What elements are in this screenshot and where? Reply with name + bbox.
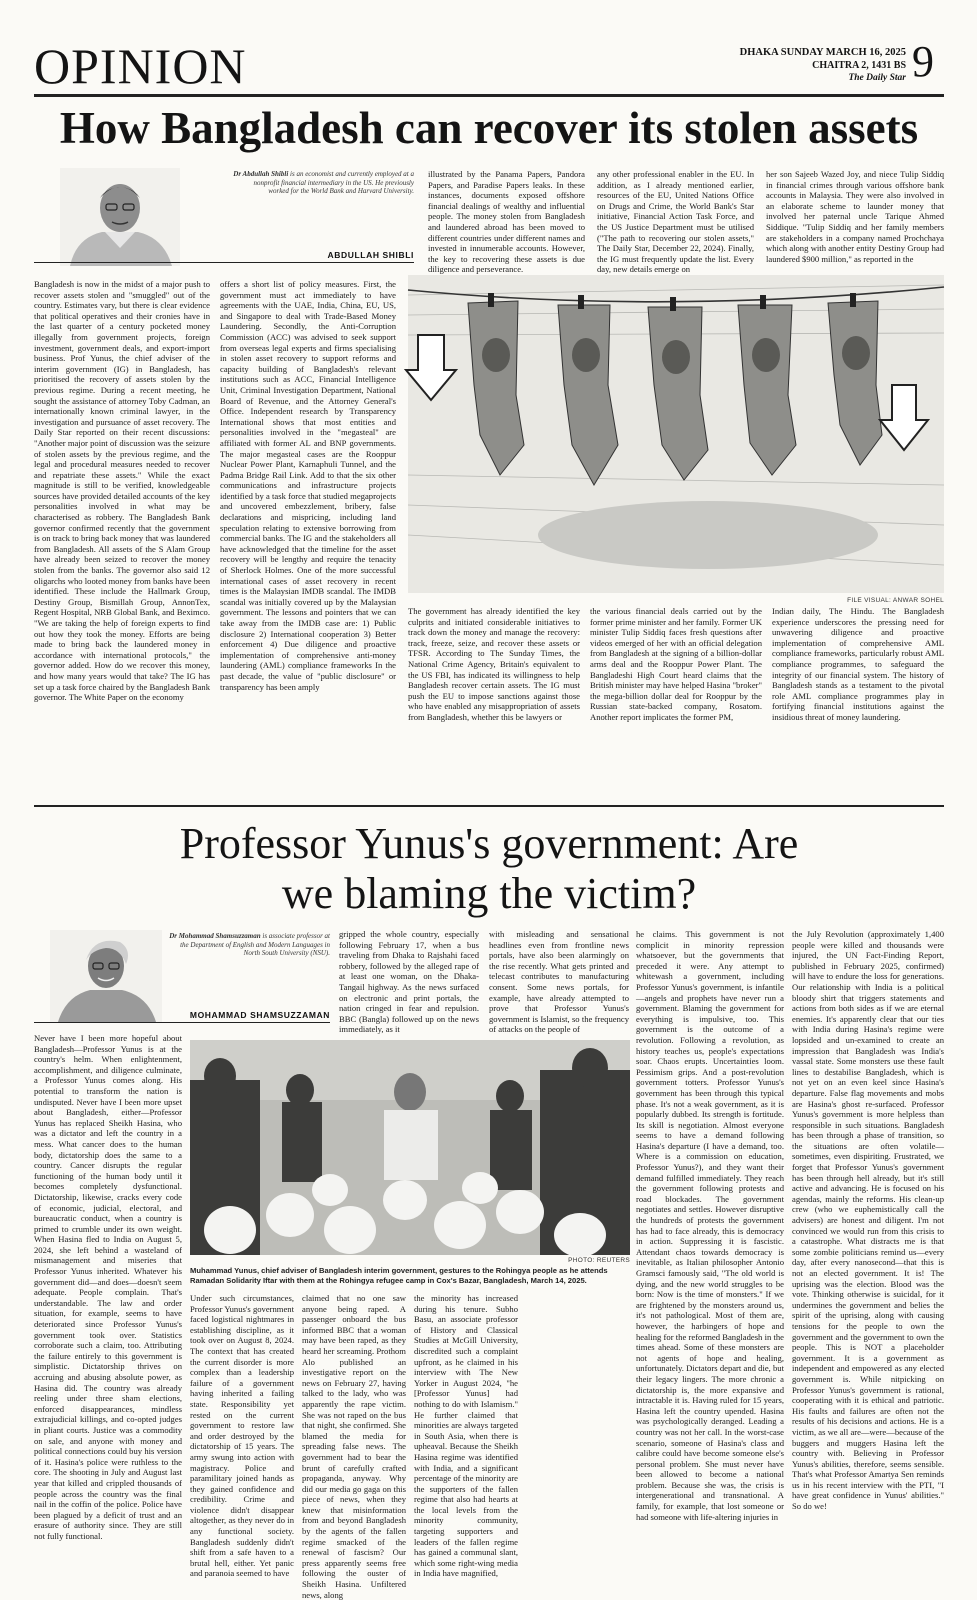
column-m1: Under such circumstances, Professor Yunus's government faced logistical nightmares in establishing discipline, as it took over on August 8, 2024. The context that has created the current disorder is more complex than a leadership failure of a government having inherited a failing state. Responsibility yet rested on the current government to restore law and order destroyed by the dictatorship of 15 years. The army swung into action with magistracy. Police and paramilitary joined hands as they gained confidence and credibility. Crime and violence didn't disappear altogether, as they never do in any functional society. Bangladesh suddenly didn't shift from a safe haven to a brutal hell, either. Yet panic and paranoia seemed to have bbox=[190, 1293, 294, 1579]
column-d: the various financial deals carried out by the former prime minister and her family. Former UK minister Tulip Siddiq faces fresh questions after videos emerged of her with an official delegation from Bangladesh at the signing of a billion-dollar arms deal and the Rooppur Power Plant. The Bangladeshi High Court heard claims that the British minister may have helped Hasina "broker" the mega-billion dollar deal for Rooppur by the Russian state-backed company, Rosatom. Another report implicates the former PM, bbox=[590, 606, 762, 722]
photo-rohingya-iftar bbox=[190, 1040, 630, 1255]
bangla-date: CHAITRA 2, 1431 BS bbox=[812, 60, 906, 71]
author-rule bbox=[34, 262, 414, 263]
column-c: The government has already identified the key culprits and initiated considerable initiatives to track down the money and manage the recovery: track, freeze, seize, and recover these assets or TFSR. According to The Sunday Times, the National Crime Agency, Britain's equivalent to the US FBI, has indicated its willingness to help Bangladesh recover certain assets. The IG must push the EU to impose sanctions against those who have enabled any misappropriation of assets from Bangladesh, whether this be lawyers or bbox=[408, 606, 580, 722]
article1-headline: How Bangladesh can recover its stolen assets bbox=[59, 103, 919, 153]
column-e: Indian daily, The Hindu. The Bangladesh experience underscores the pressing need for unwavering diligence and proactive implementation of comprehensive AML compliance frameworks, particularly robust AML compliance programmes, to safeguard the integrity of our financial system. The history of Bangladesh stands as a testament to the pivotal role AML compliance programmes play in fortifying financial institutions against the insidious threat of money laundering. bbox=[772, 606, 944, 722]
bio-text: is an economist and currently employed at a nonprofit financial intermediary in the US. He previously worked for the World Bank and Harvard University. bbox=[253, 170, 414, 196]
illustration-credit: FILE VISUAL: ANWAR SOHEL bbox=[847, 597, 944, 604]
top-column-1: illustrated by the Panama Papers, Pandora Papers, and Paradise Papers leaks. In these instances, documents exposed offshore financial dealings of wealthy and influential people. The money stolen from Bangladesh and laundered abroad has been moved to different countries under different names and invested in innumerable accounts. However, the key to recovering these assets is due diligence and perseverance. bbox=[428, 169, 585, 275]
column-m2: claimed that no one saw anyone being raped. A passenger onboard the bus informed BBC that a woman may have been raped, as they heard her screaming. Prothom Alo published an investigative report on the news on February 27, having talked to the lady, who was apparently the rape victim. She was not raped on the bus that night, she confirmed. She blamed the media for spreading false news. The government had to bear the brunt of carefully crafted propaganda, anyway. Why did our media go gaga on this piece of news, when they knew that misinformation from and beyond Bangladesh by the agents of the fallen regime smacked of the renewal of fascism? Our press apparently seems free following the ouster of Sheikh Hasina. Unfiltered news, along bbox=[302, 1293, 406, 1600]
column-m3: the minority has increased during his tenure. Subho Basu, an associate professor of History and Classical Studies at McGill University, discredited such a complaint upfront, as he claimed in his interview with The New Yorker in August 2024, "he [Professor Yunus] had nothing to do with Islamism." He further claimed that minorities are always targeted in South Asia, when there is upheaval. Because the Sheikh Hasina regime was identified with India, and a significant percentage of the minority are the supporters of the fallen regime that also had hearts at the local levels from the minority community, targeting supporters and leaders of the fallen regime has gained a communal slant, which some right-wing media in India have magnified, bbox=[414, 1293, 518, 1579]
article2-headline-line2: we blaming the victim? bbox=[281, 869, 697, 918]
author-rule-2 bbox=[34, 1022, 330, 1023]
author-bio-2 bbox=[166, 932, 330, 958]
column-left: Never have I been more hopeful about Bangladesh—Professor Yunus is at the country's helm. When enlightenment, accomplishment, and diligence culminate, a Professor Yunus comes along. His potential to transform the nation is undisputed. Never have I been more upset about Bangladesh, either—Professor Yunus has replaced Sheikh Hasina, who was a dictator and left the country in a mess. What cancer does to the human body, dictatorship does the same to a country. Cancer disrupts the regular functioning of the human body until it becomes completely dysfunctional. Dictatorship, likewise, cracks every code of economic, judicial, electoral, and bureaucratic conduct, when a country is primed to crumble under its own weight. When Hasina fled to India on August 5, 2024, she left behind a wasteland of mismanagement and miseries that Professor Yunus inherited. Whatever his government did—and does—doesn't seem adequate. People complain. That's understandable. The law and order situation, for example, seems to have deteriorated since Professor Yunus's government took over. Statistics corroborate such a claim, too. Attributing the failure entirely to this government is simplistic. Dictatorship thrives on accruing and abusing absolute power, as Hasina did. The country was already reeling under three sham elections, enforced disappearances, mindless extrajudicial killings, and co-opted judges in pliant courts. Justice was a commodity on sale, and anyone with money and political connections could buy his version of it. Hasina's police were ruthless to the core. The shooting in July and August last year that killed and crippled thousands of people across the country was the final nail in the coffin of the police. Police have been plagued by a deficit of trust and an erasure of authority since. They are still not fully functional. bbox=[34, 1033, 182, 1541]
illustration-money-laundering bbox=[408, 275, 944, 593]
top-column-b2: with misleading and sensational headlines even from frontline news portals, have also been alarmingly on the rise recently. What gets printed and telecast contributes to manufacturing consent. Some news portals, for example, have already attempted to prove that Professor Yunus's government is Islamist, so the frequency of attacks on the people of bbox=[489, 929, 629, 1035]
author-photo bbox=[60, 168, 180, 266]
column-b: offers a short list of policy measures. First, the government must act immediately to have agreements with the UAE, India, China, EU, US, and Singapore to deal with Trade-Based Money Laundering. Secondly, the Anti-Corruption Commission (ACC) was advised to seek support from overseas legal experts and firms specialising in stolen asset recovery to support reforms and capacity building of Bangladesh's relevant institutions such as ACC, Financial Intelligence Unit, Criminal Investigation Department, National Board of Revenue, and the Attorney General's Office. Independent research by Transparency International shows that most entities and personalities involved in the "megasteal" are affiliated with former AL and BNP governments. The major megasteal cases are the Rooppur Nuclear Power Plant, Karnaphuli Tunnel, and the Padma Bridge Rail Link. Add to that the six other communications and infrastructure projects identified by a task force that studied megaprojects and uncovered embezzlement, bribery, false declarations and mispricing, including land speculation relating to extensive borrowing from commercial banks. The IG and the stakeholders all have acknowledged that the timeline for the asset recovery will be lengthy and require the tenacity of Sherlock Holmes. One of the more successful international cases of asset recovery in recent times is the Malaysian IMDB scandal. The IMDB scandal was initially covered up by the Malaysian government. The lessons and pointers that we can take away from the IMDB case are: 1) Public disclosure 2) International cooperation 3) Better enforcement 4) Due diligence and proactive implementation of comprehensive anti-money laundering (AML) compliance frameworks In the past decade, the value of "public disclosure" or transparency has been amply bbox=[220, 279, 396, 692]
top-column-3: her son Sajeeb Wazed Joy, and niece Tulip Siddiq in financial crimes through various offshore bank accounts in Malaysia. They were also involved in an elaborate scheme to launder money that involved her paternal uncle Tarique Ahmed Siddique. "Tulip Siddiq and her family members are stakeholders in a company named Prochchaya which along with another entity Destiny Group had laundered $900 million," as reported in the bbox=[766, 169, 944, 264]
paper-logo: The Daily Star bbox=[848, 73, 906, 83]
page-number: 9 bbox=[912, 37, 934, 86]
author-photo-2 bbox=[50, 930, 162, 1022]
bio-name: Dr Abdullah Shibli bbox=[233, 170, 289, 178]
section-title: OPINION bbox=[34, 38, 247, 94]
masthead-rule bbox=[34, 94, 944, 97]
photo-credit-2: PHOTO: REUTERS bbox=[568, 1257, 630, 1264]
column-m4: he claims. This government is not complicit in minority repression whatsoever, but the governments that preceded it were. Any attempt to whitewash a government, including Professor Yunus's government, is infantile—angels and prophets have never run a government. Blaming the government for everything is impulsive, too. This government is the outcome of a revolution. Following a revolution, as history teaches us, people's expectations soar. Chaos erupts. Uncertainties loom. Pessimism grips. And a post-revolution government totters. Professor Yunus's government has been through this typical phase. It's not a weak government, as it is popularly dubbed. Its strength is fortitude. Its skill is negotiation. Almost everyone seems to have a demand following Hasina's departure (I have a demand, too. Where is a commission on education, Professor Yunus?), and they want their demand fulfilled immediately. They reach the government following protests and road blockades. The government negotiates and settles. However disruptive the hundreds of protests the government has had to face already, this is democracy in action. Suppressing it is fascistic. Attendant chaos towards democracy is inevitable, as Italian philosopher Antonio Gramsci famously said, "The old world is dying, and the new world struggles to be born: Now is the time of monsters." If we are frightened by the monsters around us, it's not pathological. Most of them are, however, the harbingers of hope and healing for the reformed Bangladesh in the times ahead. Some of these monsters are not agents of hope and healing, unfortunately. Dictators depart and die, but their legacy lingers. The more chronic a dictatorship is, the more expansive and intractable it is. Having ruled for 15 years, Hasina left the country upended. Hasina was psychologically deranged. Leading a country was not her call. In the worst-case scenario, someone of Hasina's class and calibre could have become someone else's personal problem. She must never have been allowed to become a national problem. Because she was, the crisis is intergenerational and transnational. A family, for example, that lost someone or had someone with life-altering injuries in bbox=[636, 929, 784, 1522]
column-a: Bangladesh is now in the midst of a major push to recover assets stolen and "smuggled" out of the country. Estimates vary, but there is clear evidence that political operatives and their cronies have in the last quarter of a century pocketed money illegally from government projects, foreign investment, government deals, and export-import business. Prof Yunus, the chief adviser of the interim government (IG) in Bangladesh, has prioritised the recovery of assets stolen by the previous regime. During a recent meeting, he sought the assistance of attorney Toby Cadman, an internationally known criminal lawyer, in the investigation and pursuance of asset recovery. The Daily Star reported on their recent discussions: "Another major point of discussion was the seizure of stolen assets by the previous regime, and the legal and procedural measures needed to recover and repatriate these assets." While the exact magnitude is still to be verified, knowledgeable sources have provided detailed accounts of the key personalities involved in what may be characterised as robbery. The Bangladesh Bank governor confirmed recently that the government is on track to bring back money that was laundered from Bangladesh. All assets of the S Alam Group have already been seized to recover the money stolen from the banks. The governor also said 12 oligarchs who looted money from banks have been identified. These include the Hallmark Group, Destiny Group, Bismillah Group, AnnonTex, Regent Hospital, NRB Global Bank, and Beximco. "We are taking the help of foreign experts to find out how they took the money. Efforts are being made to bring back the laundered money in accordance with international protocols," the governor added. How do we recover this money, and how many years would that take? The IG has set up a task force chaired by the Bangladesh Bank governor. The White Paper on the economy bbox=[34, 279, 210, 703]
bio-name-2: Dr Mohammad Shamsuzzaman bbox=[169, 932, 261, 940]
article2-headline-line1: Professor Yunus's government: Are bbox=[179, 819, 799, 868]
article-divider bbox=[34, 805, 944, 807]
dateline: DHAKA SUNDAY MARCH 16, 2025 bbox=[739, 47, 906, 58]
top-column-a2: gripped the whole country, especially following February 17, when a bus traveling from Dhaka to Rajshahi faced robbery, followed by the alleged rape of at least one woman, on the Dhaka-Tangail highway. As the news surfaced on electronic and print portals, the nation cringed in fear and repulsion. BBC (Bangla) followed up on the news immediately, as it bbox=[339, 929, 479, 1035]
bio-text-2: is associate professor at the Department of English and Modern Languages in North South University (NSU). bbox=[180, 932, 330, 958]
column-right: the July Revolution (approximately 1,400 people were killed and thousands were injured, the UN Fact-Finding Report, published in February 2025, confirmed) will have to endure the loss for generations. Our relationship with India is a political bloody shirt that triggers statements and actions from both sides as if we are eternal enemies. It's apparently clear that our ties with India during Hasina's regime were lopsided and un-examined to create an impression that Bangladesh was India's vassal state. Some monsters use these fault lines to destabilise Bangladesh, which is not yet on an even keel since Hasina's departure. False flag movements and mobs are Hasina's ghost re-surfaced. Professor Yunus's government is more helpless than responsible in such situations. Bangladesh has been through a phase of transition, so the situations are often volatile—sometimes, even dispiriting. Frustrated, we forget that Professor Yunus's government has been through hell already, but it's still active and advancing. He is focused on his agendas, mainly the reforms. His clean-up crew (who we euphemistically call the advisers) are honest and diligent. I'm not convinced we would run from this crisis to a catastrophe. What distracts me is that some zombie politicians remind us—every day, after every nanosecond—that this is not an elected government. It is! The uprising was the election. Blood was the vote. Thinking otherwise is suicidal, for it undermines the government and belies the spirit of the uprising, along with causing tensions for the people to own the government and the government to own the people. This is NOT a placeholder government. It is a government as independent and empowered as any elected government is. While nitpicking on Professor Yunus's government is rational, cooperating with it is ethical and patriotic. His faults and failures are often not the results of his decisions and actions. He is a victim, as we all are—were—because of the buggers and muggers Hasina left the country with. Believing in Professor Yunus's abilities, therefore, seems sensible. That's what Professor Amartya Sen reminds us in his recent interview with the PTI, "I have great confidence in Yunus' abilities." So do we! bbox=[792, 929, 944, 1512]
photo-caption: Muhammad Yunus, chief adviser of Bangladesh interim government, gestures to the Rohingya people as he attends Ramadan Solidarity Iftar with them at the Rohingya refugee camp in Cox's Bazar, Bangladesh, March 14, 2025. bbox=[190, 1266, 608, 1285]
author-name: ABDULLAH SHIBLI bbox=[327, 250, 414, 260]
author-name-2: MOHAMMAD SHAMSUZZAMAN bbox=[189, 1010, 330, 1020]
top-column-2: any other professional enabler in the EU. In addition, as I already mentioned earlier, resources of the EU, United Nations Office on Drugs and Crime, the World Bank's Star initiative, Financial Action Task Force, and the US Justice Department must be utilised ("The path to recovering our stolen assets," The Daily Star, December 22, 2024). Finally, the IG must frequently update the list. Every day, new details emerge on bbox=[597, 169, 754, 275]
author-bio bbox=[232, 170, 414, 196]
